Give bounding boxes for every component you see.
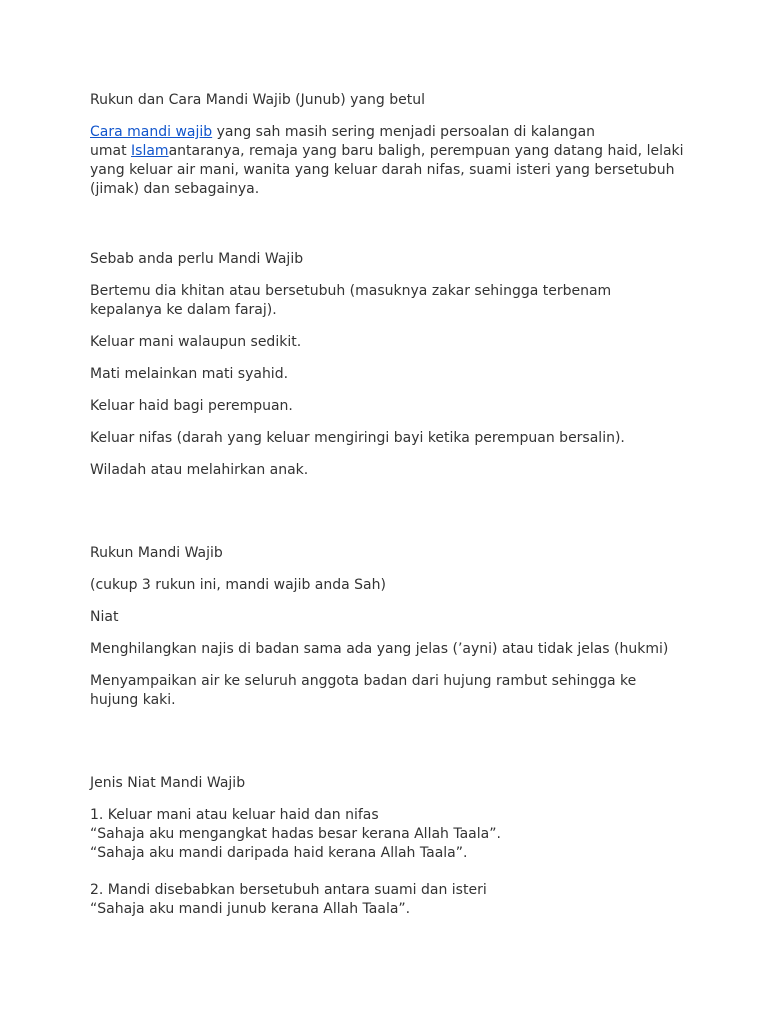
sebab-item: Mati melainkan mati syahid.	[90, 366, 289, 382]
sebab-item: Keluar haid bagi perempuan.	[90, 398, 293, 414]
sebab-item	[90, 282, 690, 320]
jenis-niat-2	[90, 881, 690, 919]
rukun-item-line: hujung kaki.	[90, 692, 176, 708]
intro-text: umat	[90, 143, 132, 159]
islam-link[interactable]: Islam	[131, 143, 169, 159]
jenis-line: 2. Mandi disebabkan bersetubuh antara suami dan isteri	[90, 882, 487, 898]
intro-paragraph	[90, 123, 690, 199]
jenis-line: 1. Keluar mani atau keluar haid dan nifas	[90, 807, 379, 823]
intro-line: (jimak) dan sebagainya.	[90, 181, 260, 197]
rukun-item-line: Menyampaikan air ke seluruh anggota badan dari hujung rambut sehingga ke	[90, 673, 637, 689]
rukun-item: Niat	[90, 609, 119, 625]
sebab-item-line: Bertemu dia khitan atau bersetubuh (masuknya zakar sehingga terbenam	[90, 283, 612, 299]
intro-line	[90, 142, 690, 161]
rukun-heading: Rukun Mandi Wajib	[90, 545, 223, 561]
rukun-item	[90, 672, 690, 710]
cara-mandi-wajib-link[interactable]: Cara mandi wajib	[90, 124, 213, 140]
intro-text: yang sah masih sering menjadi persoalan di kalangan	[212, 124, 596, 140]
sebab-item-line: kepalanya ke dalam faraj).	[90, 302, 277, 318]
rukun-item: Menghilangkan najis di badan sama ada yang jelas (’ayni) atau tidak jelas (hukmi)	[90, 641, 669, 657]
jenis-heading: Jenis Niat Mandi Wajib	[90, 775, 246, 791]
sebab-item: Wiladah atau melahirkan anak.	[90, 462, 309, 478]
intro-text: antaranya, remaja yang baru baligh, perempuan yang datang haid, lelaki	[168, 143, 684, 159]
jenis-line: “Sahaja aku mandi junub kerana Allah Taala”.	[90, 901, 411, 917]
intro-line	[90, 123, 690, 142]
sebab-heading: Sebab anda perlu Mandi Wajib	[90, 251, 304, 267]
sebab-item: Keluar mani walaupun sedikit.	[90, 334, 302, 350]
jenis-line: “Sahaja aku mengangkat hadas besar kerana Allah Taala”.	[90, 826, 501, 842]
document-title: Rukun dan Cara Mandi Wajib (Junub) yang betul	[90, 92, 426, 108]
sebab-item: Keluar nifas (darah yang keluar mengiringi bayi ketika perempuan bersalin).	[90, 430, 625, 446]
jenis-niat-1	[90, 806, 690, 863]
rukun-item: (cukup 3 rukun ini, mandi wajib anda Sah)	[90, 577, 386, 593]
jenis-line: “Sahaja aku mandi daripada haid kerana Allah Taala”.	[90, 845, 468, 861]
intro-line: yang keluar air mani, wanita yang keluar darah nifas, suami isteri yang bersetubuh	[90, 162, 675, 178]
